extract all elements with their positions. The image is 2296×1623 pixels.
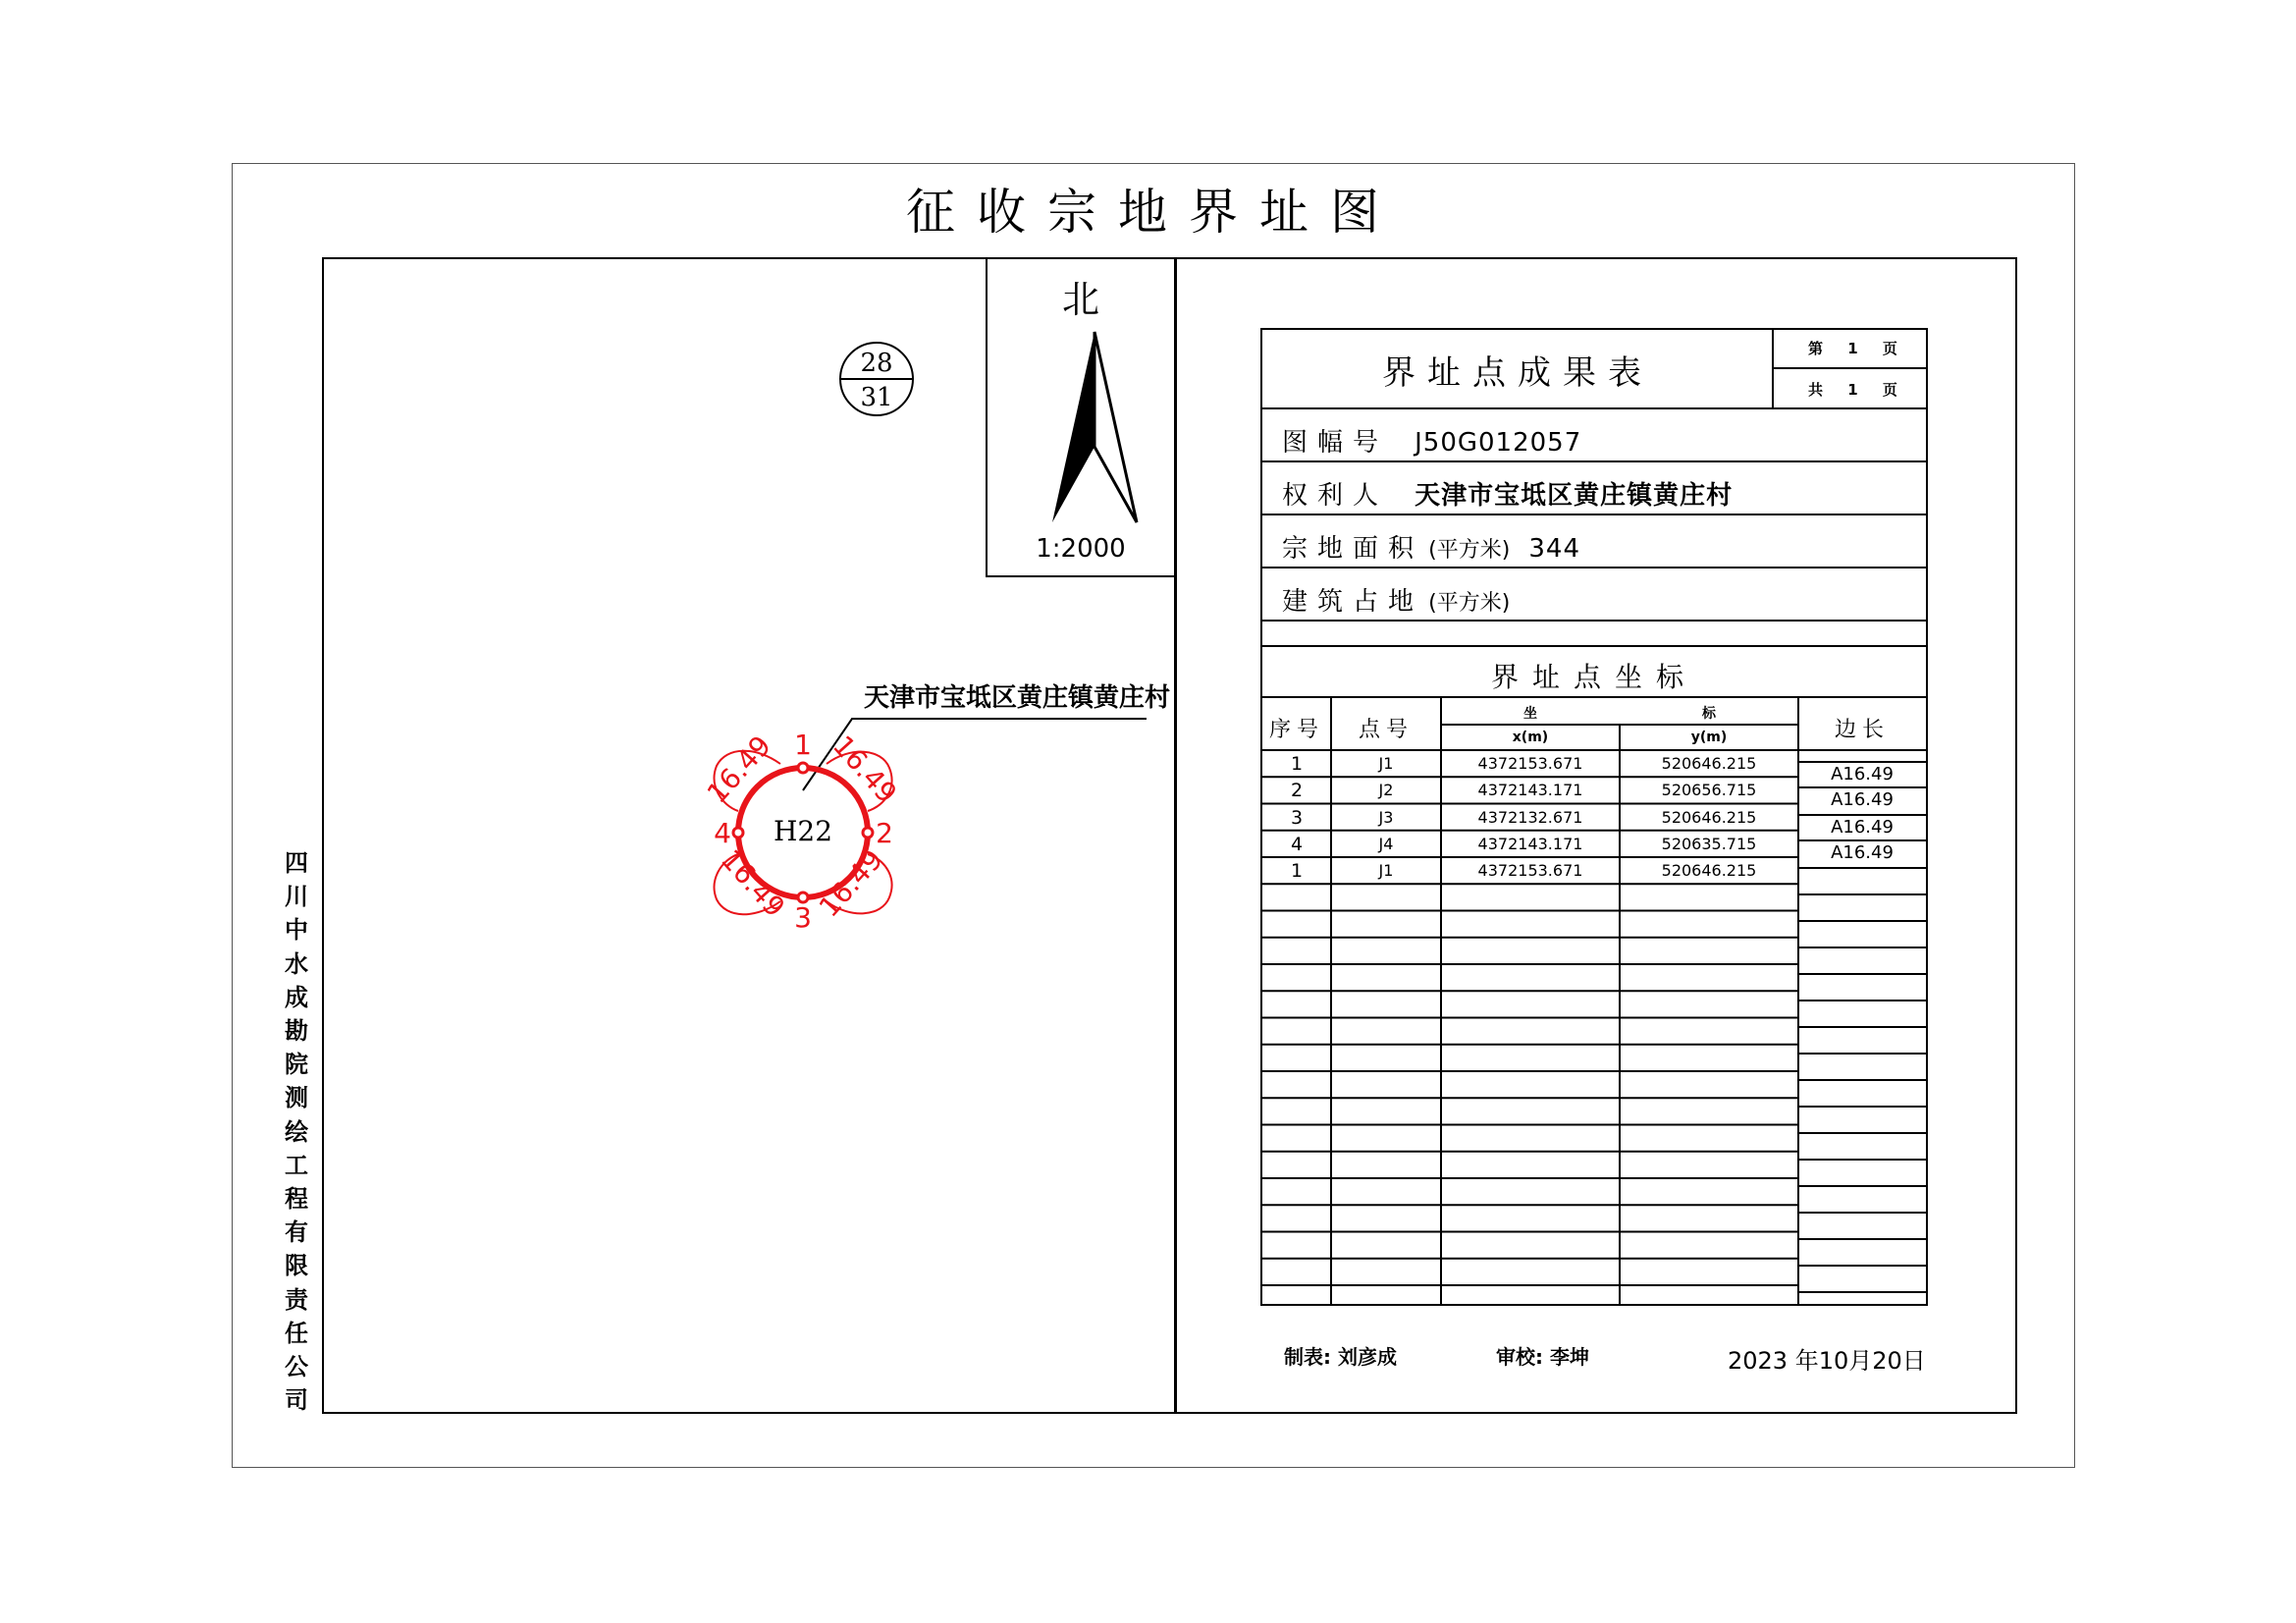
parcel-owner-label: 天津市宝坻区黄庄镇黄庄村 bbox=[864, 683, 1171, 713]
area-unit: (平方米) bbox=[1428, 538, 1511, 563]
row-4-seq: 4 bbox=[1290, 833, 1304, 855]
boundary-point-4 bbox=[733, 828, 743, 838]
sheet-value: J50G012057 bbox=[1415, 428, 1582, 458]
row-1-point: J1 bbox=[1378, 754, 1394, 773]
area-value: 344 bbox=[1528, 534, 1581, 564]
footer-checker: 审校: 李坤 bbox=[1496, 1345, 1589, 1369]
row-2-point: J2 bbox=[1378, 781, 1394, 800]
row-5-seq: 1 bbox=[1290, 860, 1304, 882]
point-label-4: 4 bbox=[714, 817, 731, 849]
map-sheet-ref-bottom: 31 bbox=[860, 383, 893, 412]
sheet-label: 图幅号 bbox=[1282, 428, 1389, 458]
row-1-y: 520646.215 bbox=[1661, 754, 1757, 773]
header-coord-b: 标 bbox=[1702, 706, 1716, 722]
edge-label-4: 16.49 bbox=[714, 842, 792, 924]
row-4-x: 4372143.171 bbox=[1477, 834, 1583, 853]
header-y: y(m) bbox=[1690, 730, 1728, 745]
boundary-point-2 bbox=[863, 828, 873, 838]
parcel-code: H22 bbox=[773, 815, 833, 847]
boundary-point-1 bbox=[798, 763, 808, 773]
result-table-title: 界址点成果表 bbox=[1382, 353, 1653, 393]
row-1-x: 4372153.671 bbox=[1477, 754, 1583, 773]
point-label-2: 2 bbox=[876, 817, 893, 849]
page-number: 第 1 页 bbox=[1808, 340, 1907, 357]
north-label: 北 bbox=[1061, 278, 1099, 321]
north-arrow-icon bbox=[1052, 332, 1137, 522]
edge-label-1: 16.49 bbox=[700, 729, 778, 810]
owner-value: 天津市宝坻区黄庄镇黄庄村 bbox=[1415, 481, 1734, 511]
row-3-seq: 3 bbox=[1290, 806, 1304, 829]
owner-label: 权利人 bbox=[1282, 481, 1389, 511]
edge-length-3: A16.49 bbox=[1831, 817, 1894, 838]
building-unit: (平方米) bbox=[1428, 591, 1511, 616]
coord-section-title: 界址点坐标 bbox=[1490, 661, 1697, 693]
row-3-point: J3 bbox=[1378, 807, 1394, 827]
info-row-building bbox=[1282, 581, 1510, 618]
header-edge: 边长 bbox=[1834, 718, 1890, 742]
row-2-x: 4372143.171 bbox=[1477, 781, 1583, 800]
row-3-y: 520646.215 bbox=[1661, 807, 1757, 827]
header-point: 点号 bbox=[1358, 718, 1414, 742]
page-total: 共 1 页 bbox=[1808, 381, 1907, 399]
info-row-sheet bbox=[1282, 422, 1581, 459]
row-2-seq: 2 bbox=[1290, 780, 1304, 802]
point-label-3: 3 bbox=[794, 901, 812, 934]
row-1-seq: 1 bbox=[1290, 753, 1304, 775]
header-x: x(m) bbox=[1512, 730, 1549, 745]
footer-date: 2023 年10月20日 bbox=[1728, 1347, 1926, 1375]
document-title: 征收宗地界址图 bbox=[906, 184, 1401, 241]
row-4-y: 520635.715 bbox=[1661, 834, 1757, 853]
point-label-1: 1 bbox=[794, 729, 812, 761]
edge-label-2: 16.49 bbox=[826, 729, 904, 810]
edge-label-3: 16.49 bbox=[812, 842, 890, 924]
scale-label: 1:2000 bbox=[1036, 534, 1126, 564]
row-5-x: 4372153.671 bbox=[1477, 861, 1583, 880]
row-5-point: J1 bbox=[1378, 861, 1394, 880]
row-5-y: 520646.215 bbox=[1661, 861, 1757, 880]
row-3-x: 4372132.671 bbox=[1477, 807, 1583, 827]
info-row-owner bbox=[1282, 475, 1733, 512]
footer-maker: 制表: 刘彦成 bbox=[1284, 1345, 1397, 1369]
edge-length-4: A16.49 bbox=[1831, 842, 1894, 863]
map-sheet-ref-top: 28 bbox=[860, 349, 893, 378]
edge-length-2: A16.49 bbox=[1831, 789, 1894, 810]
header-coord-a: 坐 bbox=[1523, 706, 1537, 722]
info-row-area bbox=[1282, 528, 1580, 565]
company-name: 四 川 中 水 成 勘 院 测 绘 工 程 有 限 责 任 公 司 bbox=[285, 849, 308, 1415]
map-sheet-ref bbox=[840, 343, 913, 415]
row-2-y: 520656.715 bbox=[1661, 781, 1757, 800]
header-seq: 序号 bbox=[1268, 718, 1324, 742]
edge-length-1: A16.49 bbox=[1831, 764, 1894, 784]
area-label: 宗地面积 bbox=[1282, 534, 1424, 564]
building-label: 建筑占地 bbox=[1282, 587, 1424, 617]
row-4-point: J4 bbox=[1378, 834, 1394, 853]
